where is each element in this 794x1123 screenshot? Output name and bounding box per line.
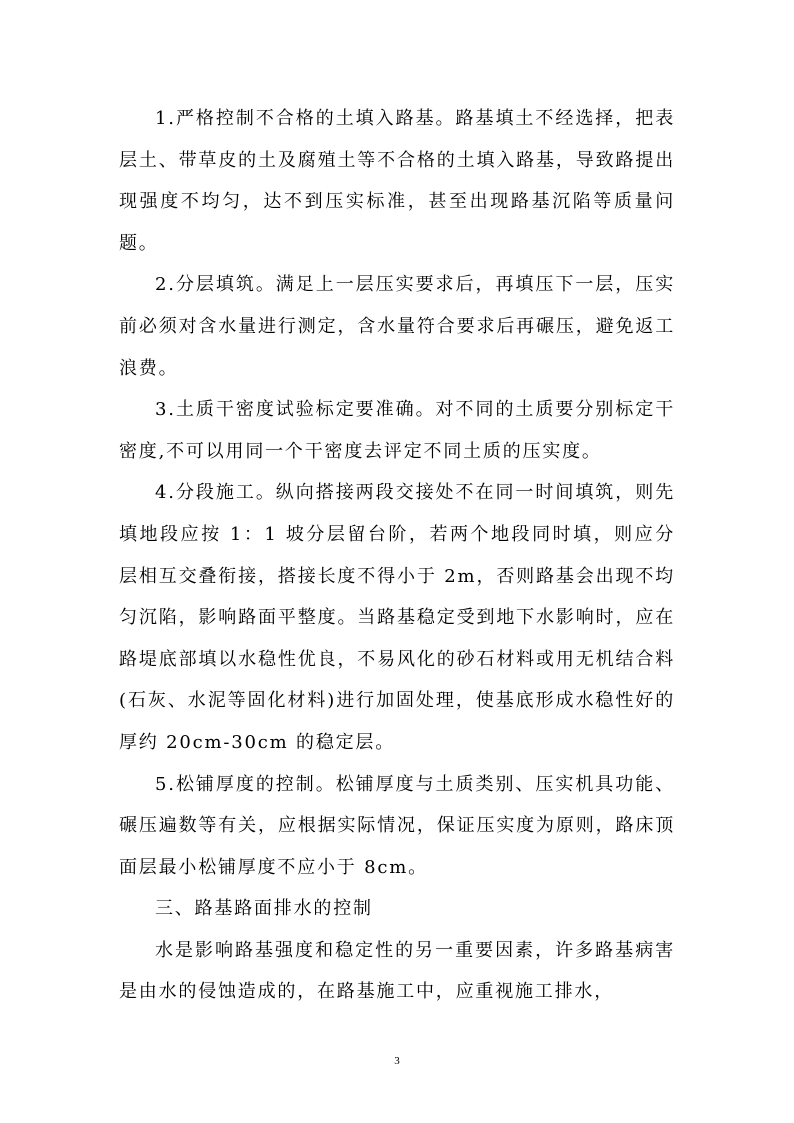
document-body — [119, 98, 675, 1013]
section-heading-drainage: 三、路基路面排水的控制 — [155, 898, 373, 920]
page-number: 3 — [394, 1055, 400, 1067]
paragraph-item-4-sectional-construction: 4.分段施工。纵向搭接两段交接处不在同一时间填筑，则先填地段应按 1：1 坡分层留台阶，若两个地段同时填，则应分层相互交叠衔接，搭接长度不得小于 2m，否则路基会出现不均匀沉陷，影响路面平整度。当路基稳定受到地下水影响时，应在路堤底部填以水稳性优良，不易风化的砂石材料或用无机结合料(石灰、水泥等固化材料)进行加固处理，使基底形成水稳性好的厚约 20cm-30cm 的稳定层。 — [119, 482, 675, 753]
paragraph-item-1-unqualified-soil: 1.严格控制不合格的土填入路基。路基填土不经选择，把表层土、带草皮的土及腐殖土等不合格的土填入路基，导致路提出现强度不均匀，达不到压实标准，甚至出现路基沉陷等质量问题。 — [119, 108, 675, 254]
paragraph-item-5-loose-thickness: 5.松铺厚度的控制。松铺厚度与土质类别、压实机具功能、碾压遍数等有关，应根据实际情况，保证压实度为原则，路床顶面层最小松铺厚度不应小于 8cm。 — [119, 773, 675, 878]
paragraph-item-3-dry-density: 3.土质干密度试验标定要准确。对不同的土质要分别标定干密度,不可以用同一个干密度去评定不同土质的压实度。 — [119, 399, 675, 462]
paragraph-drainage-intro: 水是影响路基强度和稳定性的另一重要因素，许多路基病害是由水的侵蚀造成的，在路基施工中，应重视施工排水， — [119, 939, 675, 1003]
paragraph-item-2-layered-filling: 2.分层填筑。满足上一层压实要求后，再填压下一层，压实前必须对含水量进行测定，含水量符合要求后再碾压，避免返工浪费。 — [119, 274, 675, 379]
